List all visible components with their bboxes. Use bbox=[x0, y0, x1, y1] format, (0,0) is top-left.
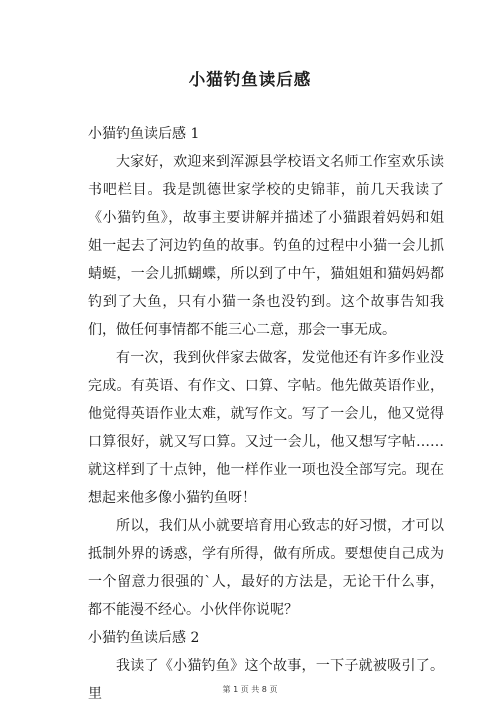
page-number-footer: 第 1 页 共 8 页 bbox=[222, 685, 278, 694]
paragraph: 有一次，我到伙伴家去做客，发觉他还有许多作业没完成。有英语、有作文、口算、字帖。他先做英语作业，他觉得英语作业太难，就写作文。写了一会儿，他又觉得口算很好，就又写口算。又过一会儿，他又想写字帖……就这样到了十点钟，他一样作业一项也没全部写完。现在想起来他多像小猫钓鱼呀！ bbox=[88, 350, 444, 506]
paragraph: 我读了《小猫钓鱼》这个故事，一下子就被吸引了。里 bbox=[88, 658, 444, 702]
section-heading: 小猫钓鱼读后感 2 bbox=[88, 630, 200, 646]
section-2 bbox=[88, 624, 444, 708]
paragraph: 所以，我们从小就要培育用心致志的好习惯，才可以抵制外界的诱惑，学有所得，做有所成。要想使自己成为一个留意力很强的`人，最好的方法是，无论干什么事，都不能漫不经心。小伙伴你说呢？ bbox=[88, 518, 444, 618]
section-1 bbox=[88, 120, 444, 624]
section-heading: 小猫钓鱼读后感 1 bbox=[88, 126, 200, 142]
paragraph: 大家好，欢迎来到浑源县学校语文名师工作室欢乐读书吧栏目。我是凯德世家学校的史锦菲，前几天我读了《小猫钓鱼》，故事主要讲解并描述了小猫跟着妈妈和姐姐一起去了河边钓鱼的故事。钓鱼的过程中小猫一会儿抓蜻蜓，一会儿抓蝴蝶，所以到了中午，猫姐姐和猫妈妈都钓到了大鱼，只有小猫一条也没钓到。这个故事告知我们，做任何事情都不能三心二意，那会一事无成。 bbox=[88, 154, 444, 338]
document-title: 小猫钓鱼读后感 bbox=[188, 70, 312, 89]
